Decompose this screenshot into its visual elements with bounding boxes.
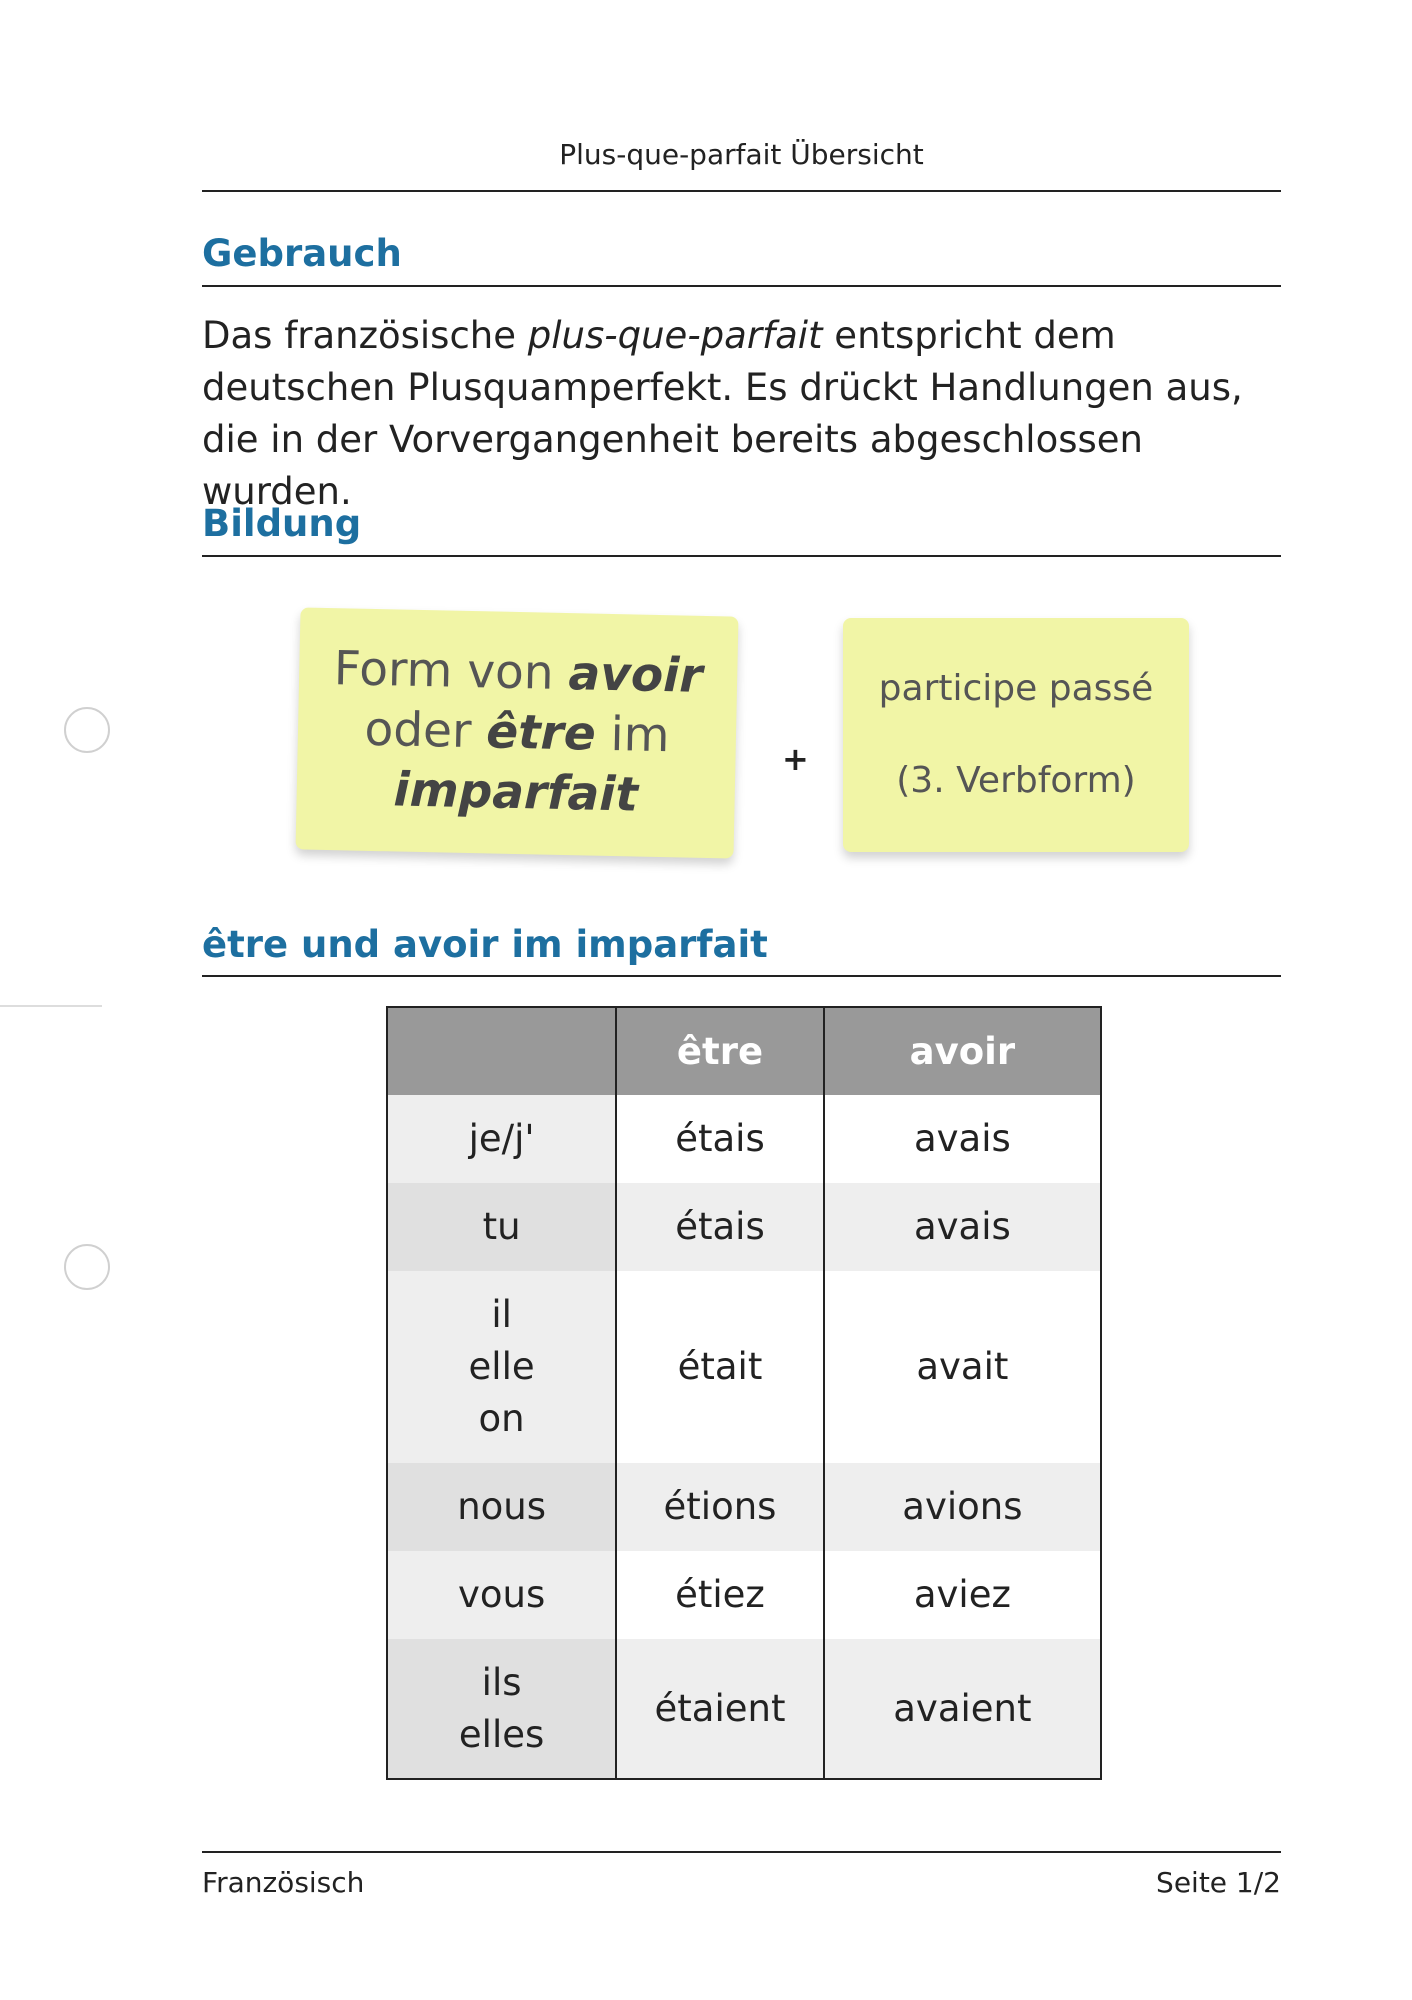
etre-form-cell: étais bbox=[616, 1183, 824, 1271]
formula-card-auxiliary: Form von avoir oder être im imparfait bbox=[296, 607, 739, 858]
formula-card-participle: participe passé (3. Verbform) bbox=[843, 618, 1189, 852]
etre-form-cell: était bbox=[616, 1271, 824, 1463]
binder-hole-bottom bbox=[64, 1244, 110, 1290]
pronoun-cell: tu bbox=[387, 1183, 616, 1271]
section-title-gebrauch: Gebrauch bbox=[202, 232, 402, 275]
plus-sign: + bbox=[782, 740, 809, 778]
table-header-avoir: avoir bbox=[824, 1007, 1101, 1095]
section-rule-bildung bbox=[202, 555, 1281, 557]
table-header-etre: être bbox=[616, 1007, 824, 1095]
gebrauch-paragraph: Das französische plus-que-parfait entspricht dem deutschen Plusquamperfekt. Es drückt Handlungen aus, die in der Vorvergangenheit bereits abgeschlossen wurden. bbox=[202, 314, 1243, 513]
avoir-form-cell: aviez bbox=[824, 1551, 1101, 1639]
pronoun-cell: il elle on bbox=[387, 1271, 616, 1463]
conjugation-table bbox=[386, 1006, 1102, 1780]
avoir-form-cell: avais bbox=[824, 1095, 1101, 1183]
etre-form-cell: étiez bbox=[616, 1551, 824, 1639]
table-row bbox=[387, 1551, 1101, 1639]
pronoun-cell: nous bbox=[387, 1463, 616, 1551]
avoir-form-cell: avaient bbox=[824, 1639, 1101, 1779]
section-rule-table bbox=[202, 975, 1281, 977]
binder-hole-top bbox=[64, 707, 110, 753]
table-row bbox=[387, 1095, 1101, 1183]
avoir-form-cell: avais bbox=[824, 1183, 1101, 1271]
footer-subject: Französisch bbox=[202, 1866, 365, 1899]
section-rule-gebrauch bbox=[202, 285, 1281, 287]
table-header-pronoun bbox=[387, 1007, 616, 1095]
header-rule bbox=[202, 190, 1281, 192]
pronoun-cell: ils elles bbox=[387, 1639, 616, 1779]
pronoun-cell: je/j' bbox=[387, 1095, 616, 1183]
etre-form-cell: étais bbox=[616, 1095, 824, 1183]
section-title-table: être und avoir im imparfait bbox=[202, 923, 768, 966]
table-row bbox=[387, 1639, 1101, 1779]
table-row bbox=[387, 1271, 1101, 1463]
table-row bbox=[387, 1183, 1101, 1271]
avoir-form-cell: avait bbox=[824, 1271, 1101, 1463]
etre-form-cell: étions bbox=[616, 1463, 824, 1551]
table-row bbox=[387, 1463, 1101, 1551]
etre-form-cell: étaient bbox=[616, 1639, 824, 1779]
pronoun-cell: vous bbox=[387, 1551, 616, 1639]
section-title-bildung: Bildung bbox=[202, 502, 362, 545]
footer-page-number: Seite 1/2 bbox=[1156, 1866, 1281, 1899]
footer-rule bbox=[202, 1851, 1281, 1853]
page-header-title: Plus-que-parfait Übersicht bbox=[559, 138, 924, 171]
table-header-row bbox=[387, 1007, 1101, 1095]
fold-mark bbox=[0, 1005, 102, 1007]
avoir-form-cell: avions bbox=[824, 1463, 1101, 1551]
